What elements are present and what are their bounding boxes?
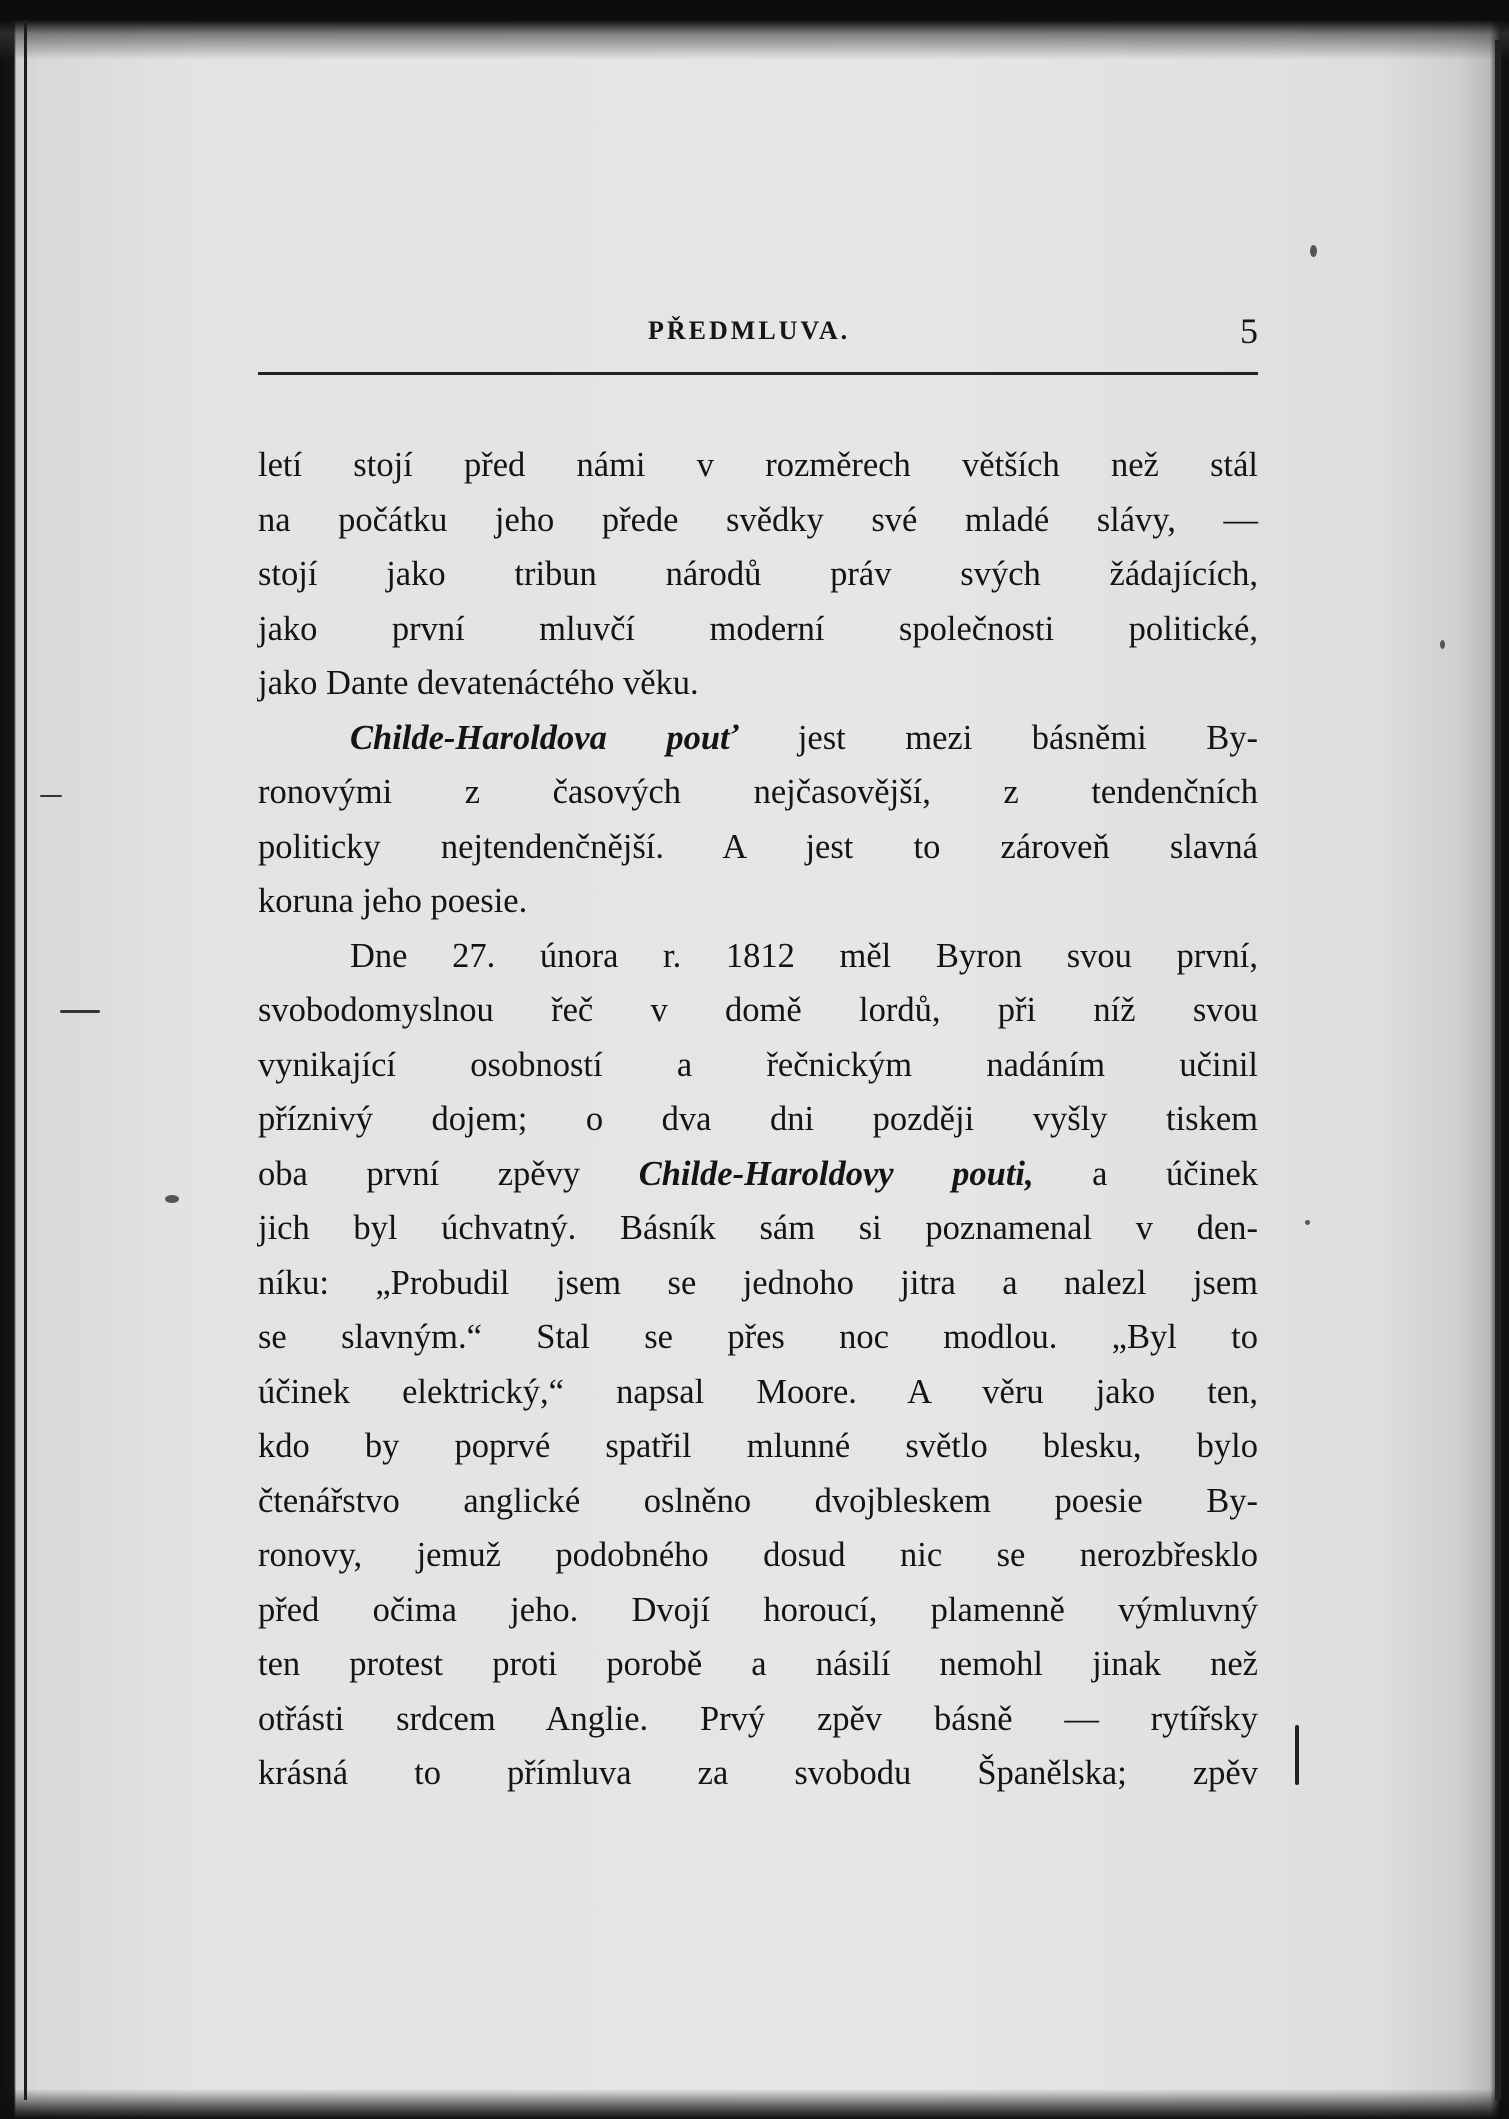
text-run: a účinek (1033, 1154, 1259, 1193)
text-line: letí stojí před námi v rozměrech větších než stál (258, 446, 1258, 484)
italic-title: Childe-Haroldovy pouti, (638, 1154, 1034, 1193)
italic-title: Childe-Haroldova pouť (350, 718, 739, 757)
scan-mark (60, 1010, 100, 1013)
scan-top-shadow (0, 0, 1509, 60)
text-line: na počátku jeho přede svědky své mladé slávy, — (258, 500, 1258, 539)
text-line: Dne 27. února r. 1812 měl Byron svou první, (350, 936, 1258, 975)
page-header (258, 310, 1258, 358)
scan-speck (165, 1195, 179, 1203)
text-line (258, 1147, 1258, 1202)
text-line: ronovými z časových nejčasovější, z tendenčních (258, 773, 1258, 811)
text-line: stojí jako tribun národů práv svých žádajících, (258, 555, 1258, 593)
scan-mark (1295, 1725, 1299, 1785)
text-line: svobodomyslnou řeč v domě lordů, při níž svou (258, 991, 1258, 1029)
text-run: jest mezi básněmi By- (738, 718, 1258, 757)
text-line: koruna jeho poesie. (258, 882, 528, 920)
text-line: se slavným.“ Stal se přes noc modlou. „Byl to (258, 1318, 1258, 1356)
text-line: příznivý dojem; o dva dni později vyšly tiskem (258, 1100, 1258, 1138)
text-line: účinek elektrický,“ napsal Moore. A věru jako ten, (258, 1372, 1258, 1411)
text-line: jich byl úchvatný. Básník sám si poznamenal v den- (258, 1209, 1258, 1247)
text-line: čtenářstvo anglické oslněno dvojbleskem poesie By- (258, 1481, 1258, 1520)
text-line: kdo by poprvé spatřil mlunné světlo blesku, bylo (258, 1427, 1258, 1465)
text-line: před očima jeho. Dvojí horoucí, plamenně výmluvný (258, 1590, 1258, 1629)
scan-speck (1440, 640, 1445, 649)
text-line (258, 711, 1258, 766)
body-text (258, 438, 1258, 1801)
text-line: ronovy, jemuž podobného dosud nic se nerozbřesklo (258, 1536, 1258, 1574)
scan-speck (1310, 245, 1317, 257)
text-run: oba první zpěvy (258, 1154, 639, 1193)
text-line: vynikající osobností a řečnickým nadáním učinil (258, 1045, 1258, 1084)
text-line: politicky nejtendenčnější. A jest to zároveň slavná (258, 827, 1258, 866)
header-rule (258, 372, 1258, 375)
text-line: níku: „Probudil jsem se jednoho jitra a nalezl jsem (258, 1263, 1258, 1302)
page-right-edge (1495, 40, 1501, 2100)
page-number: 5 (1240, 311, 1258, 351)
text-line: krásná to přímluva za svobodu Španělska; zpěv (258, 1754, 1258, 1792)
scan-bottom-shadow (0, 2089, 1509, 2119)
text-line: ten protest proti porobě a násilí nemohl jinak než (258, 1645, 1258, 1683)
running-head: PŘEDMLUVA. (648, 316, 851, 345)
binding-edge (24, 20, 27, 2100)
text-line: jako Dante devatenáctého věku. (258, 664, 699, 702)
scan-mark (40, 795, 62, 797)
text-line: jako první mluvčí moderní společnosti politické, (258, 609, 1258, 648)
text-line: otřásti srdcem Anglie. Prvý zpěv básně — rytířsky (258, 1699, 1258, 1738)
scan-speck (1305, 1220, 1310, 1225)
